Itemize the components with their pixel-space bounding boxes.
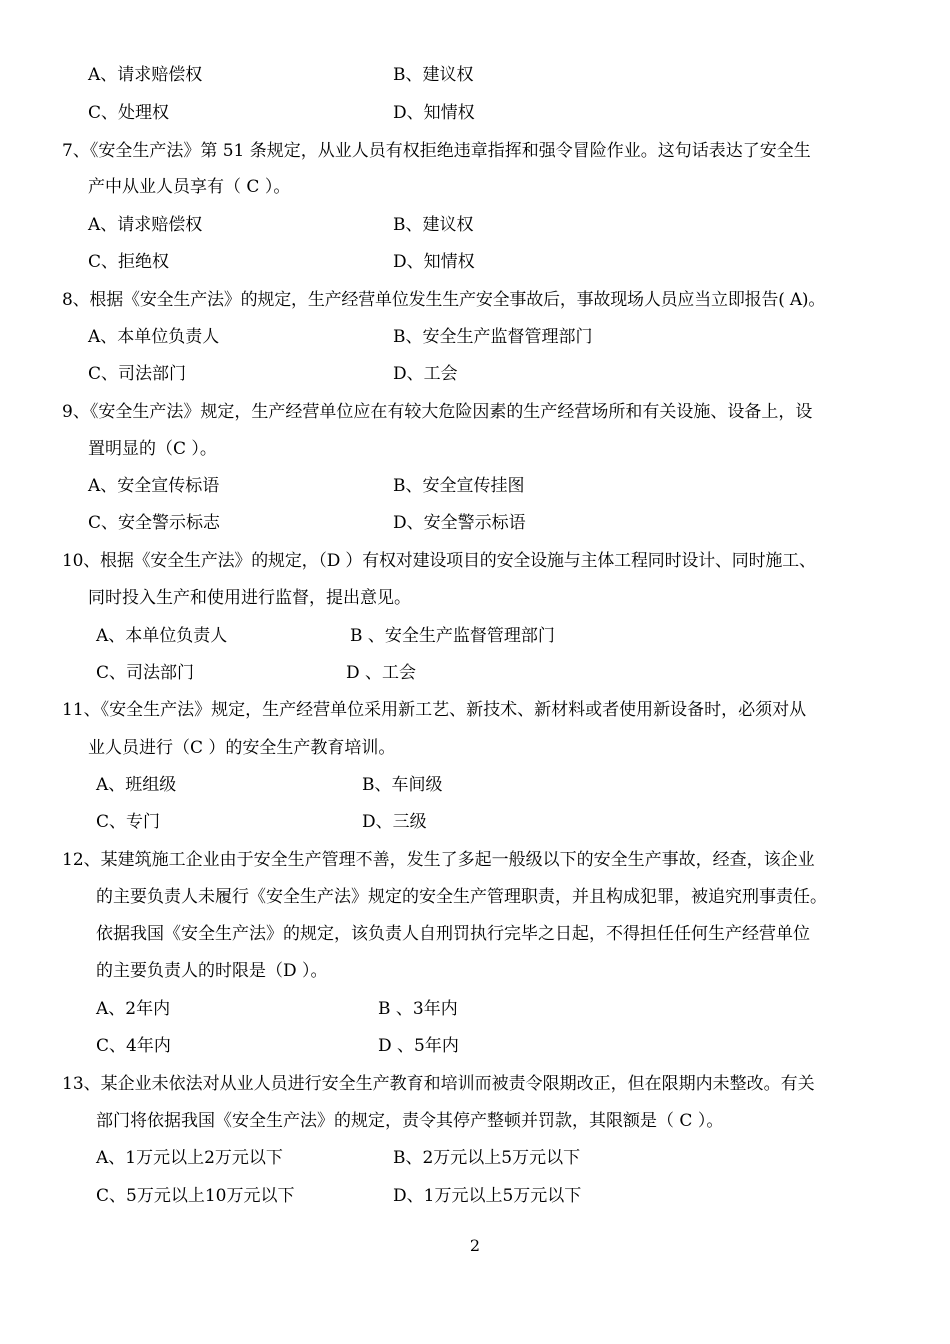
q11-option-a: A、班组级 <box>96 775 177 795</box>
q10-option-a: A、本单位负责人 <box>96 626 228 646</box>
q12-text-line1: 12、某建筑施工企业由于安全生产管理不善，发生了多起一般级以下的安全生产事故，经查，该企业 <box>62 850 815 870</box>
q12-option-d: D 、5年内 <box>378 1036 459 1056</box>
q11-option-b: B、车间级 <box>362 775 443 795</box>
q11-text-line1: 11、《安全生产法》规定，生产经营单位采用新工艺、新技术、新材料或者使用新设备时，必须对从 <box>62 700 807 720</box>
q8-option-a: A、本单位负责人 <box>88 327 220 347</box>
q6-option-a: A、请求赔偿权 <box>88 65 203 85</box>
q11-text-line2: 业人员进行（C ）的安全生产教育培训。 <box>88 738 396 758</box>
q10-option-d: D 、工会 <box>346 663 417 683</box>
q9-option-c: C、安全警示标志 <box>88 513 221 533</box>
q10-text-line2: 同时投入生产和使用进行监督，提出意见。 <box>88 588 411 608</box>
q7-option-d: D、知情权 <box>393 252 475 272</box>
q12-option-c: C、4年内 <box>96 1036 171 1056</box>
q13-option-c: C、5万元以上10万元以下 <box>96 1186 295 1206</box>
q12-option-a: A、2年内 <box>96 999 171 1019</box>
q10-option-c: C、司法部门 <box>96 663 195 683</box>
q13-text-line1: 13、某企业未依法对从业人员进行安全生产教育和培训而被责令限期改正，但在限期内未整改。有关 <box>62 1074 815 1094</box>
page-number: 2 <box>469 1236 481 1255</box>
q11-option-c: C、专门 <box>96 812 161 832</box>
q9-text-line2: 置明显的（C ）。 <box>88 439 217 459</box>
q13-option-b: B、2万元以上5万元以下 <box>393 1148 581 1168</box>
q12-text-line3: 依据我国《安全生产法》的规定，该负责人自刑罚执行完毕之日起，不得担任任何生产经营单位 <box>96 924 810 944</box>
q7-text-line1: 7、《安全生产法》第 51 条规定，从业人员有权拒绝违章指挥和强令冒险作业。这句话表达了安全生 <box>62 141 811 161</box>
q8-option-c: C、司法部门 <box>88 364 187 384</box>
q10-text-line1: 10、根据《安全生产法》的规定，（D ）有权对建设项目的安全设施与主体工程同时设计、同时施工、 <box>62 551 816 571</box>
q12-text-line4: 的主要负责人的时限是（D ）。 <box>96 961 328 981</box>
q13-text-line2: 部门将依据我国《安全生产法》的规定，责令其停产整顿并罚款，其限额是（ C ）。 <box>96 1111 724 1131</box>
q8-option-b: B、安全生产监督管理部门 <box>393 327 593 347</box>
q6-option-c: C、处理权 <box>88 103 170 123</box>
q9-option-d: D、安全警示标语 <box>393 513 526 533</box>
q8-text-line1: 8、根据《安全生产法》的规定，生产经营单位发生生产安全事故后，事故现场人员应当立即报告( A)。 <box>62 290 826 310</box>
q6-option-b: B、建议权 <box>393 65 474 85</box>
q13-option-a: A、1万元以上2万元以下 <box>96 1148 283 1168</box>
q9-option-b: B、安全宣传挂图 <box>393 476 525 496</box>
q7-option-b: B、建议权 <box>393 215 474 235</box>
q12-text-line2: 的主要负责人未履行《安全生产法》规定的安全生产管理职责，并且构成犯罪，被追究刑事责任。 <box>96 887 827 907</box>
q7-text-line2: 产中从业人员享有（ C ）。 <box>88 177 291 197</box>
q12-option-b: B 、3年内 <box>378 999 458 1019</box>
q6-option-d: D、知情权 <box>393 103 475 123</box>
q9-text-line1: 9、《安全生产法》规定，生产经营单位应在有较大危险因素的生产经营场所和有关设施、设备上，设 <box>62 402 813 422</box>
q11-option-d: D、三级 <box>362 812 427 832</box>
q10-option-b: B 、安全生产监督管理部门 <box>350 626 555 646</box>
q9-option-a: A、安全宣传标语 <box>88 476 220 496</box>
q13-option-d: D、1万元以上5万元以下 <box>393 1186 582 1206</box>
q7-option-a: A、请求赔偿权 <box>88 215 203 235</box>
q8-option-d: D、工会 <box>393 364 458 384</box>
q7-option-c: C、拒绝权 <box>88 252 170 272</box>
